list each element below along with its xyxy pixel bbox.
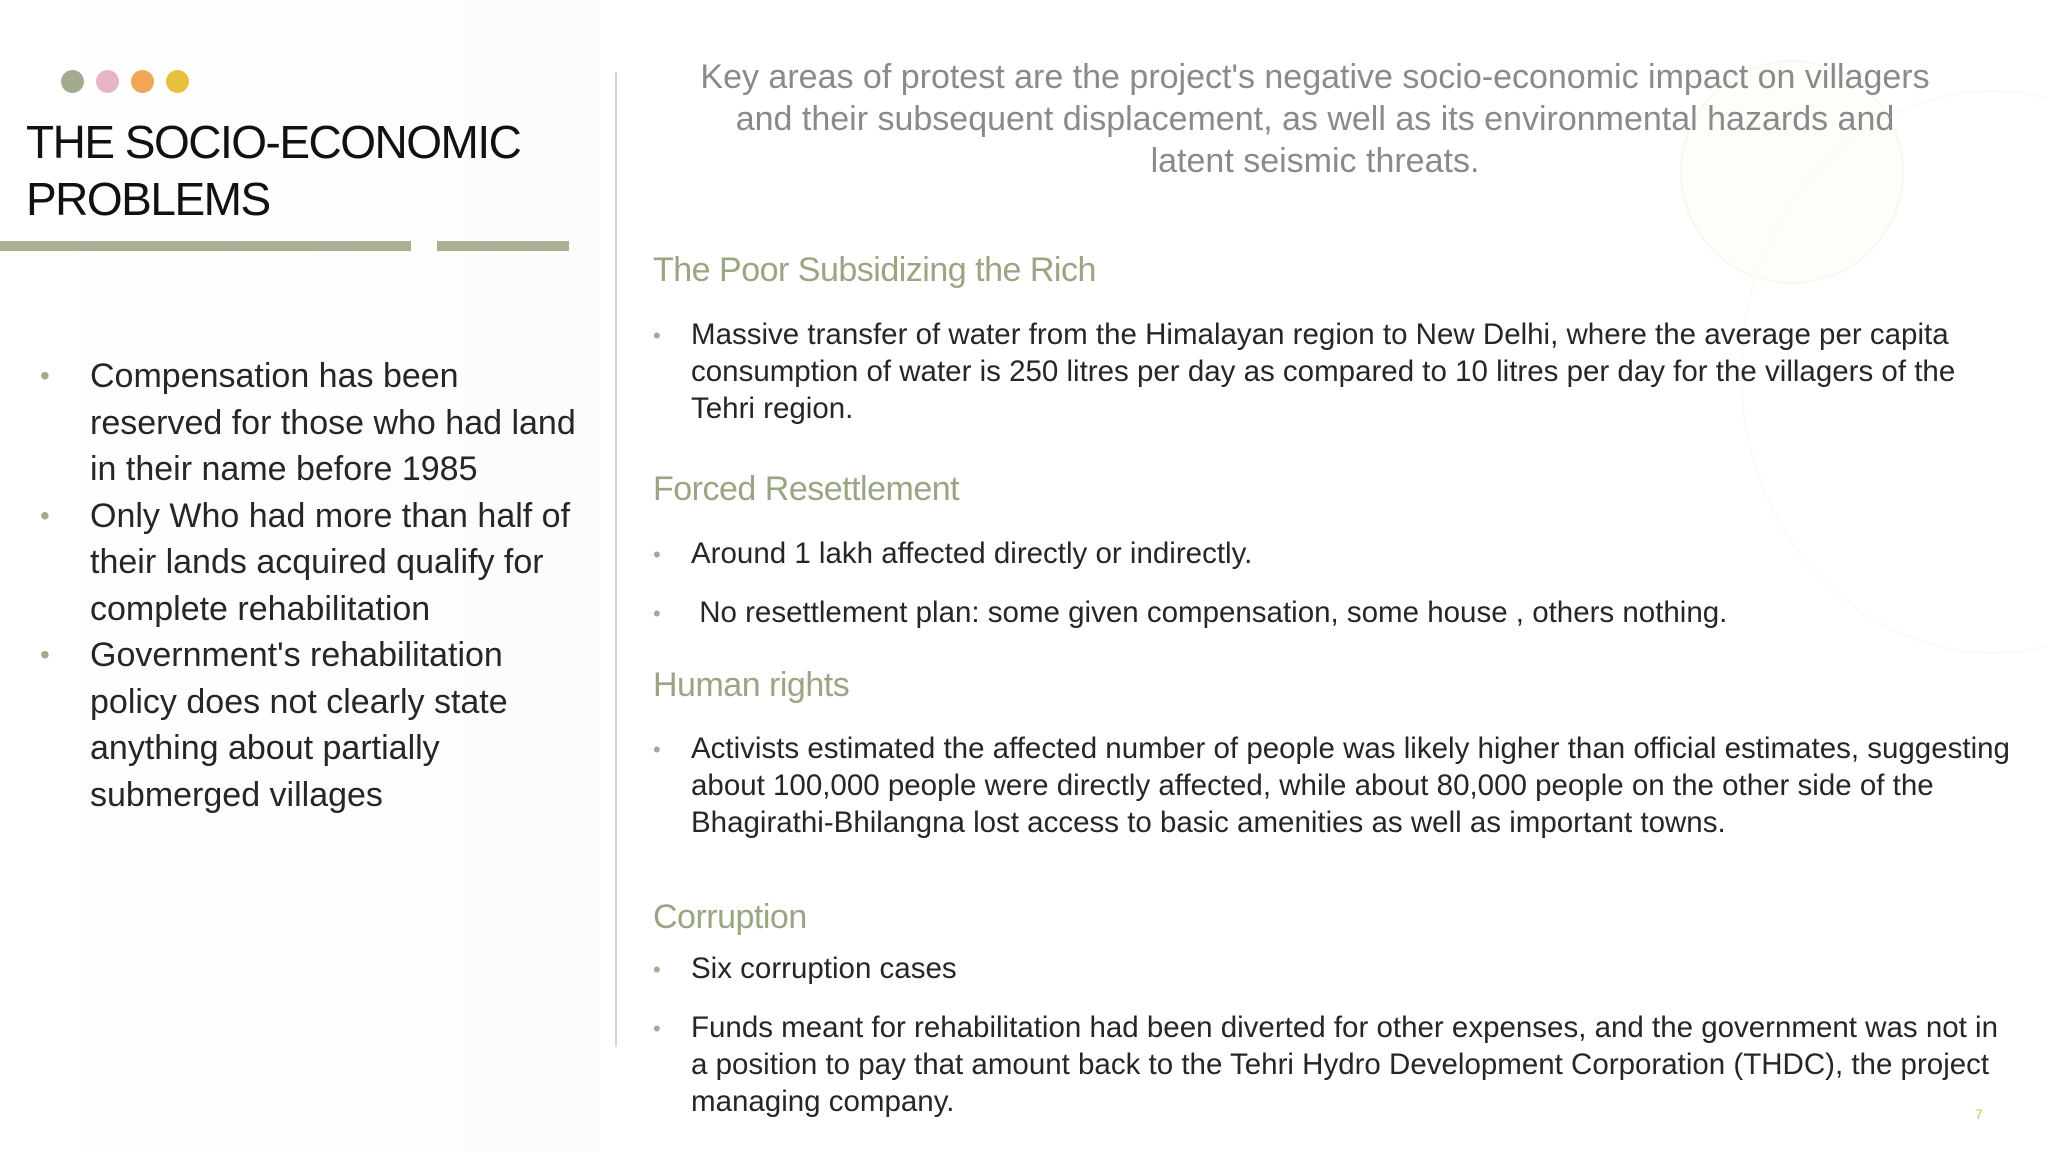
page-title: THE SOCIO-ECONOMIC PROBLEMS: [26, 116, 521, 225]
dot-icon: [61, 70, 84, 93]
list-item: [40, 493, 595, 633]
list-item: [653, 950, 2013, 987]
list-item: [40, 632, 595, 818]
list-item: [653, 316, 2013, 427]
list-item-text: Massive transfer of water from the Himalayan region to New Delhi, where the average per capita consumption of water is 250 litres per day as compared to 10 litres per day for the villagers of the Tehri region.: [691, 318, 1956, 425]
list-item-text: Around 1 lakh affected directly or indirectly.: [691, 537, 1253, 570]
section-heading-poor-subsidizing: The Poor Subsidizing the Rich: [653, 251, 1096, 289]
section-list-corruption: [653, 950, 2013, 1120]
bullet-icon: •: [653, 323, 661, 348]
list-item-text: Government's rehabilitation policy does not clearly state anything about partially submerged villages: [90, 636, 508, 814]
dot-icon: [166, 70, 189, 93]
bullet-icon: •: [653, 737, 661, 762]
bullet-icon: •: [653, 957, 661, 982]
bullet-icon: •: [40, 499, 50, 531]
list-item: [40, 353, 595, 493]
vertical-divider: [615, 72, 617, 1047]
list-item-text: Compensation has been reserved for those who had land in their name before 1985: [90, 357, 576, 488]
list-item-text: Funds meant for rehabilitation had been diverted for other expenses, and the government was not in a position to pay that amount back to the Tehri Hydro Development Corporation (THDC), the project managing company.: [691, 1011, 1999, 1118]
dot-icon: [96, 70, 119, 93]
bullet-icon: •: [40, 360, 50, 391]
section-heading-human-rights: Human rights: [653, 666, 850, 704]
list-item-text: Activists estimated the affected number of people was likely higher than official estimates, suggesting about 100,000 people were directly affected, while about 80,000 people on the other side of the Bhagirathi-Bhilangna lost access to basic amenities as well as important towns.: [691, 732, 2010, 839]
decorative-dots: [61, 70, 189, 93]
list-item-text: No resettlement plan: some given compensation, some house , others nothing.: [691, 596, 1728, 629]
bullet-icon: •: [653, 1016, 661, 1041]
list-item: [653, 1009, 2013, 1120]
bullet-icon: •: [653, 542, 661, 567]
bullet-icon: •: [653, 601, 661, 626]
title-underline-bar: [0, 241, 411, 251]
title-underline-bar-short: [437, 241, 569, 251]
section-list-forced-resettlement: [653, 535, 2013, 631]
left-bullet-list: [40, 353, 595, 818]
section-list-human-rights: [653, 730, 2013, 841]
list-item: [653, 730, 2013, 841]
section-list-poor-subsidizing: [653, 316, 2013, 427]
list-item-text: Only Who had more than half of their lands acquired qualify for complete rehabilitation: [90, 496, 571, 628]
page-number: 7: [1975, 1106, 1983, 1122]
dot-icon: [131, 70, 154, 93]
list-item-text: Six corruption cases: [691, 952, 957, 985]
bullet-icon: •: [40, 639, 50, 670]
list-item: [653, 594, 2013, 631]
intro-text: Key areas of protest are the project's negative socio-economic impact on villagers and their subsequent displacement, as well as its environmental hazards and latent seismic threats.: [700, 58, 1930, 180]
section-heading-forced-resettlement: Forced Resettlement: [653, 470, 960, 508]
section-heading-corruption: Corruption: [653, 898, 807, 936]
list-item: [653, 535, 2013, 572]
